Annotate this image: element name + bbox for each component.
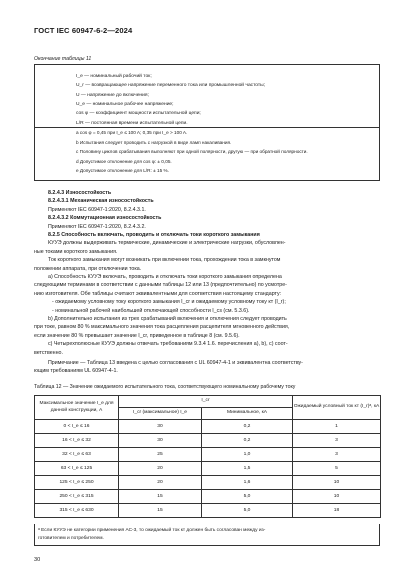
table-continuation-caption: Окончание таблицы 11 — [34, 56, 92, 62]
body-line: ные токами короткого замыкания. — [34, 248, 118, 255]
table-cell: 5,0 — [202, 490, 293, 504]
table-cell: 3 — [293, 434, 381, 448]
header-icr-group: I_cr — [119, 396, 293, 408]
table-row — [35, 420, 381, 434]
table-cell: 18 — [293, 504, 381, 518]
body-line: Применяют IEC 60947-1:2020, 8.2.4.3.2. — [48, 223, 146, 230]
body-line: 8.2.5 Способность включать, проводить и отключать токи короткого замыкания — [48, 232, 260, 238]
header-icr-max: I_cr (максимальное) I_e — [119, 408, 202, 420]
body-line: 8.2.4.3.1 Механическая износостойкость — [48, 198, 154, 205]
table-cell: 1 — [293, 420, 381, 434]
body-line: c) Четырехполюсные КУУЭ должны отвечать требованиям 9.3.4 1.6. перечисления а), b), с) соот- — [48, 341, 288, 348]
body-line: ветственно. — [34, 349, 63, 356]
footnote-line: a cos φ = 0,45 при I_e ≤ 100 A; 0,35 при I_e > 100 A. — [76, 130, 188, 135]
footnote-line: e Допустимое отклонение для L/R: ± 15 %. — [76, 168, 169, 174]
table-cell: 30 — [119, 434, 202, 448]
table-footnote-line-2: готовителем и потребителем. — [38, 536, 104, 541]
table-cell: 250 < I_e ≤ 315 — [35, 490, 119, 504]
table-row — [35, 504, 381, 518]
body-line: Примечание — Таблица 13 введена с целью согласования с UL 60947-4-1 и эквивалентна соответству- — [48, 360, 303, 366]
table-12-footnote-box — [34, 524, 380, 546]
table-cell: 315 < I_e ≤ 630 — [35, 504, 119, 518]
body-line: если значение 80 % превышает значение I_cr, приведенное в таблице 8 (см. 9.5.6). — [34, 332, 240, 339]
table-cell: 15 — [119, 504, 202, 518]
table-cell: 1,0 — [202, 448, 293, 462]
legend-line: U_e — номинальное рабочее напряжение; — [76, 101, 174, 107]
table-cell: 0,2 — [202, 420, 293, 434]
body-line: 8.2.4.3 Износостойкость — [48, 190, 112, 196]
body-line: положении аппарата, при отключении тока. — [34, 265, 142, 272]
body-line: - номинальной рабочей наибольшей отключающей способности I_cs (см. 5.3.6). — [52, 307, 250, 314]
page-number: 30 — [34, 557, 41, 563]
table-cell: 20 — [119, 462, 202, 476]
header-min-ka: Минимальное, кА — [202, 408, 293, 420]
table-row — [35, 448, 381, 462]
table-cell: 5 — [293, 462, 381, 476]
legend-line: L/R — постоянная времени испытательной цепи. — [76, 120, 188, 126]
body-line: 8.2.4.3.2 Коммутационная износостойкость — [48, 215, 162, 222]
footnote-line: c Половину циклов срабатывания выполняют при одной полярности, другую — при обратной полярности. — [76, 149, 308, 155]
standard-header: ГОСТ IEC 60947-6-2—2024 — [34, 26, 133, 35]
table-cell: 0,2 — [202, 434, 293, 448]
table-cell: 125 < I_e ≤ 250 — [35, 476, 119, 490]
table-12 — [34, 395, 381, 518]
table-row — [35, 462, 381, 476]
header-conditional-current: Ожидаемый условный ток кт (I_r)ᵃ, кА — [293, 396, 381, 420]
legend-line: U — напряжение до включения; — [76, 92, 149, 98]
table-cell: 10 — [293, 490, 381, 504]
table-cell: 0 < I_e ≤ 16 — [35, 420, 119, 434]
body-line: Ток короткого замыкания могут возникать при включении тока, прохождении тока в замкнутом — [48, 257, 281, 264]
legend-line: cos φ — коэффициент мощности испытательной цепи; — [76, 111, 201, 117]
table-cell: 5,0 — [202, 504, 293, 518]
body-line: нию изготовителя. Обе таблицы считают эквивалентными для соответствия настоящему стандарту: — [34, 290, 282, 297]
body-line: a) Способность КУУЭ включать, проводить и отключать токи короткого замыкания определена — [48, 274, 282, 280]
table-row — [35, 490, 381, 504]
footnote-line: d Допустимое отклонение для cos φ: ± 0,05. — [76, 158, 172, 164]
legend-line: I_e — номинальный рабочий ток; — [76, 74, 152, 79]
table-cell: 16 < I_e ≤ 32 — [35, 434, 119, 448]
header-max-ie: Максимальное значение I_e для данной конструкции, А — [35, 396, 119, 420]
body-line: ющим требованиям UL 60947-4-1. — [34, 368, 118, 375]
footnote-separator — [35, 127, 379, 128]
table-row — [35, 434, 381, 448]
body-line: - ожидаемому условному току короткого замыкания I_cr и ожидаемому условному току кт (I_r); — [52, 299, 286, 306]
table-cell: 15 — [119, 490, 202, 504]
table-12-title: Таблица 12 — Значение ожидаемого испытательного тока, соответствующего номинальному рабочему току — [34, 384, 296, 390]
table-cell: 20 — [119, 476, 202, 490]
body-line: КУУЭ должны выдерживать термические, динамические и электрические нагрузки, обусловлен- — [48, 240, 286, 247]
table-cell: 1,5 — [202, 462, 293, 476]
table-cell: 63 < I_e ≤ 125 — [35, 462, 119, 476]
table-cell: 30 — [119, 420, 202, 434]
table-footnote-line-1: ᵃ Если КУУЭ не категории применения АС-3, то ожидаемый ток кт должен быть согласован между из- — [38, 528, 266, 533]
body-line: при токе, равном 80 % максимального значения тока расцепления расцепителя мгновенного действия, — [34, 324, 290, 331]
body-line: b) Дополнительно испытания из трех срабатываний включения и отключения следует проводить — [48, 316, 287, 322]
table-cell: 1,6 — [202, 476, 293, 490]
legend-line: U_r — возвращающее напряжение переменного тока или промышленной частоты; — [76, 83, 266, 89]
table-cell: 10 — [293, 476, 381, 490]
table-cell: 25 — [119, 448, 202, 462]
table-cell: 32 < I_e ≤ 63 — [35, 448, 119, 462]
body-line: Применяют IEC 60947-1:2020, 8.2.4.3.1. — [48, 206, 146, 213]
footnote-line: b Испытания следует проводить с нагрузкой в виде ламп накаливания. — [76, 139, 232, 145]
table-cell: 3 — [293, 448, 381, 462]
table-row — [35, 476, 381, 490]
body-line: следующими терминами в соответствии с данными таблицы 12 или 13 (предпочтительно) по усмотре- — [34, 282, 287, 289]
table-body — [35, 420, 381, 518]
